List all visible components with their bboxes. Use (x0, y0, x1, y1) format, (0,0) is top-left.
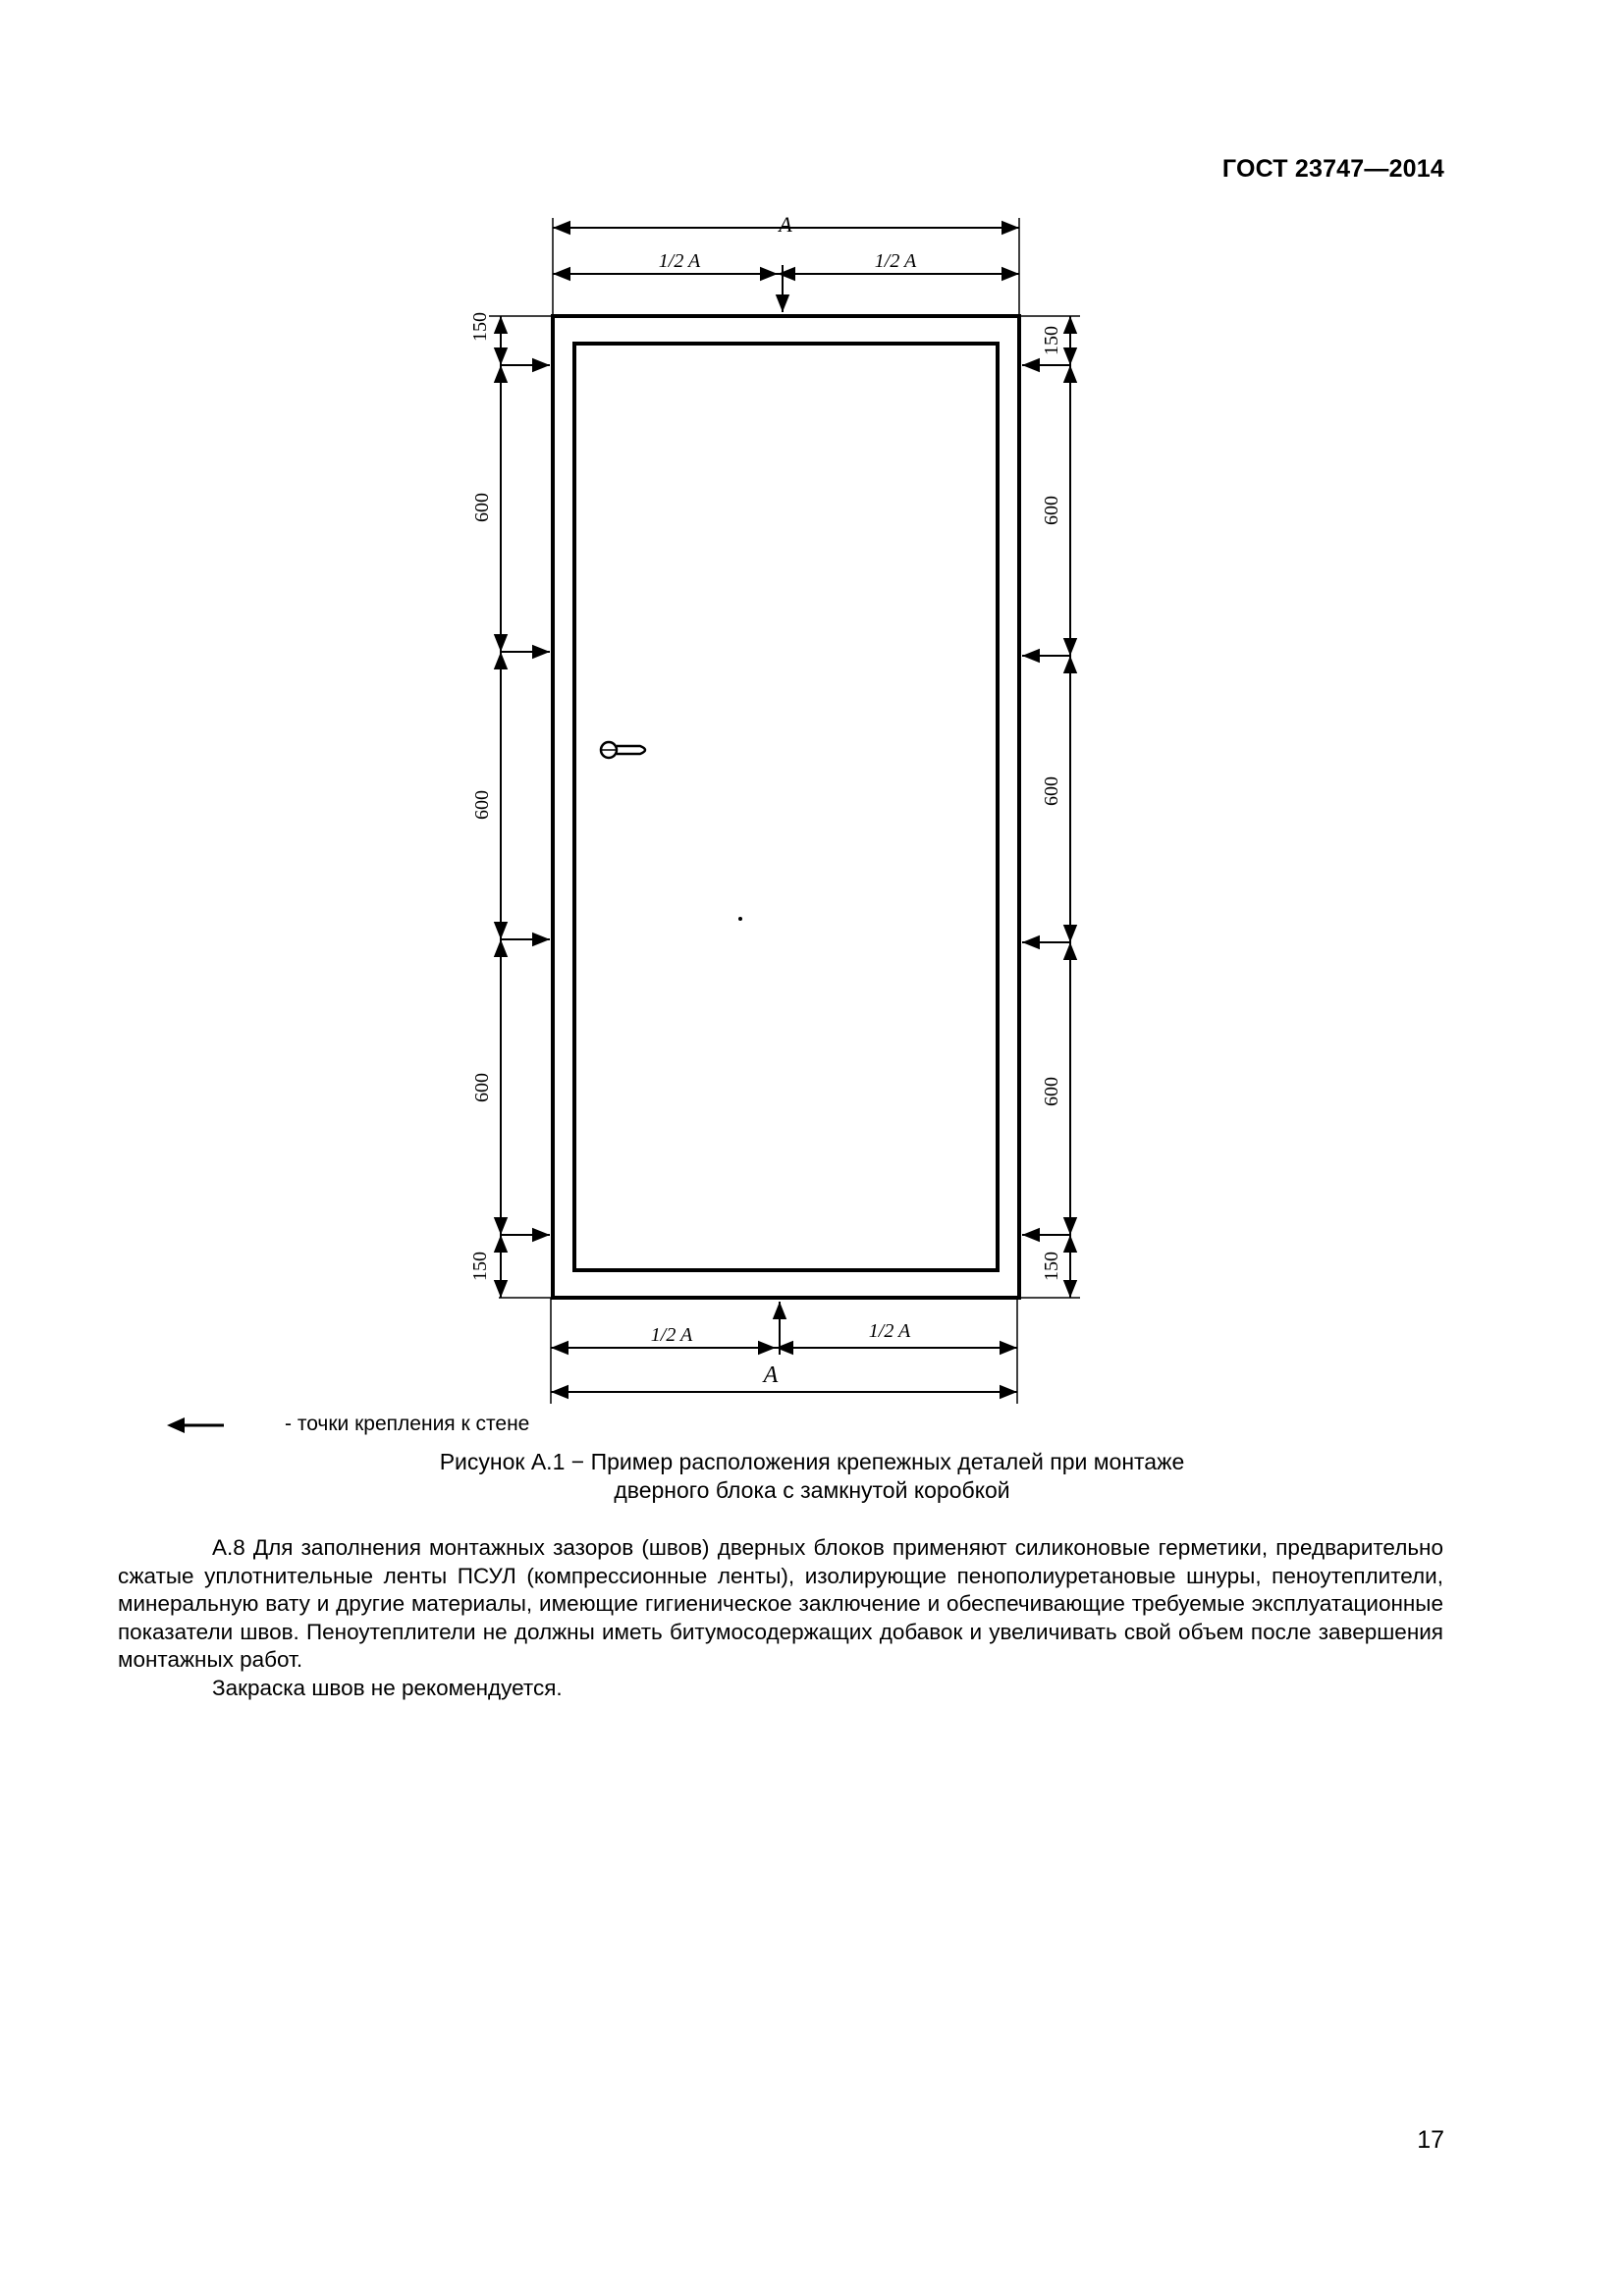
body-text (118, 1534, 1443, 1702)
door-frame (553, 316, 1019, 1298)
half-width-label-bottom-right: 1/2 A (868, 1320, 911, 1342)
dim-right-600-3: 600 (1041, 1077, 1062, 1106)
dim-left-150-bottom: 150 (469, 1252, 491, 1281)
paragraph-a8: А.8 Для заполнения монтажных зазоров (швов) дверных блоков применяют силиконовые герметики, предварительно сжатые уплотнительные ленты ПСУЛ (компрессионные ленты), изолирующие пенополиуретановые шнуры, пеноутеплители, минеральную вату и другие материалы, имеющие гигиеническое заключение и обеспечивающие требуемые эксплуатационные показатели швов. Пеноутеплители не должны иметь битумосодержащих добавок и увеличивать свой объем после завершения монтажных работ. (118, 1535, 1443, 1672)
dim-left-600-2: 600 (471, 790, 493, 820)
paragraph-note: Закраска швов не рекомендуется. (212, 1675, 563, 1700)
dim-right-150-top: 150 (1041, 326, 1062, 355)
half-width-label-top-left: 1/2 A (658, 250, 701, 272)
document-code: ГОСТ 23747—2014 (1221, 155, 1444, 183)
overall-width-label-top: A (779, 212, 792, 237)
overall-width-label-bottom: A (763, 1362, 779, 1388)
door-leaf (574, 344, 998, 1270)
legend-text: - точки крепления к стене (285, 1413, 530, 1435)
left-arrow-icon (167, 1415, 226, 1435)
dim-left-600-3: 600 (471, 1073, 493, 1102)
dim-left-600-1: 600 (471, 493, 493, 522)
figure-caption-line-2: дверного блока с замкнутой коробкой (614, 1477, 1010, 1503)
figure-legend (167, 1408, 854, 1447)
door-handle-icon (601, 742, 645, 758)
dim-right-600-2: 600 (1041, 776, 1062, 806)
figure-caption-line-1: Рисунок А.1 − Пример расположения крепежных деталей при монтаже (439, 1449, 1185, 1474)
half-width-label-bottom-left: 1/2 A (650, 1324, 693, 1346)
dim-right-150-bottom: 150 (1041, 1252, 1062, 1281)
half-width-label-top-right: 1/2 A (874, 250, 917, 272)
page-number: 17 (1417, 2126, 1444, 2154)
dim-left-150-top: 150 (469, 312, 491, 342)
figure-caption (0, 1448, 1624, 1505)
dim-right-600-1: 600 (1041, 496, 1062, 525)
